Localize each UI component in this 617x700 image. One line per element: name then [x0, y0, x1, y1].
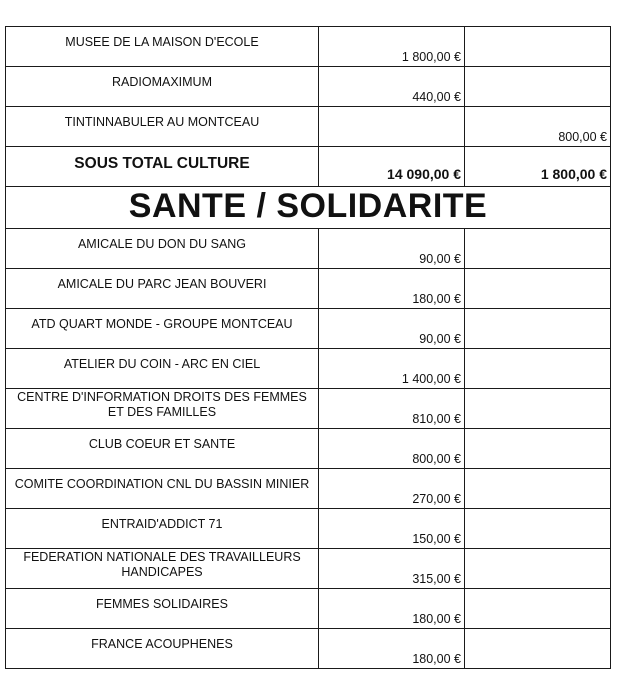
amount-cell — [465, 429, 611, 469]
organization-name: RADIOMAXIMUM — [6, 67, 319, 107]
subsidy-table — [5, 26, 611, 669]
amount-cell: 150,00 € — [319, 509, 465, 549]
amount-cell: 440,00 € — [319, 67, 465, 107]
organization-name: ATELIER DU COIN - ARC EN CIEL — [6, 349, 319, 389]
subtotal-amount: 1 800,00 € — [465, 147, 611, 187]
amount-cell: 800,00 € — [319, 429, 465, 469]
amount-cell — [465, 309, 611, 349]
organization-name: COMITE COORDINATION CNL DU BASSIN MINIER — [6, 469, 319, 509]
amount-cell — [465, 27, 611, 67]
amount-cell: 1 800,00 € — [319, 27, 465, 67]
subtotal-row — [6, 147, 611, 187]
table-row — [6, 349, 611, 389]
table-row — [6, 589, 611, 629]
section-header-row — [6, 187, 611, 229]
organization-name: ATD QUART MONDE - GROUPE MONTCEAU — [6, 309, 319, 349]
subtotal-label: SOUS TOTAL CULTURE — [6, 147, 319, 187]
amount-cell: 800,00 € — [465, 107, 611, 147]
organization-name: FEMMES SOLIDAIRES — [6, 589, 319, 629]
table-row — [6, 309, 611, 349]
organization-name: AMICALE DU PARC JEAN BOUVERI — [6, 269, 319, 309]
organization-name: CLUB COEUR ET SANTE — [6, 429, 319, 469]
table-row — [6, 269, 611, 309]
amount-cell — [465, 229, 611, 269]
amount-cell: 180,00 € — [319, 269, 465, 309]
organization-name: AMICALE DU DON DU SANG — [6, 229, 319, 269]
amount-cell — [465, 269, 611, 309]
table-row — [6, 107, 611, 147]
amount-cell: 90,00 € — [319, 229, 465, 269]
amount-cell — [319, 107, 465, 147]
amount-cell — [465, 67, 611, 107]
amount-cell — [465, 389, 611, 429]
section-title: SANTE / SOLIDARITE — [6, 187, 611, 229]
organization-name: TINTINNABULER AU MONTCEAU — [6, 107, 319, 147]
table-row — [6, 469, 611, 509]
organization-name: ENTRAID'ADDICT 71 — [6, 509, 319, 549]
amount-cell: 180,00 € — [319, 589, 465, 629]
amount-cell — [465, 469, 611, 509]
table-row — [6, 229, 611, 269]
amount-cell: 810,00 € — [319, 389, 465, 429]
table-row — [6, 429, 611, 469]
table-row — [6, 509, 611, 549]
table-row — [6, 629, 611, 669]
amount-cell: 315,00 € — [319, 549, 465, 589]
organization-name: CENTRE D'INFORMATION DROITS DES FEMMES ET DES FAMILLES — [6, 389, 319, 429]
amount-cell — [465, 509, 611, 549]
table-row — [6, 549, 611, 589]
amount-cell — [465, 549, 611, 589]
amount-cell — [465, 349, 611, 389]
amount-cell — [465, 589, 611, 629]
amount-cell: 90,00 € — [319, 309, 465, 349]
subtotal-amount: 14 090,00 € — [319, 147, 465, 187]
amount-cell: 1 400,00 € — [319, 349, 465, 389]
table-row — [6, 27, 611, 67]
organization-name: MUSEE DE LA MAISON D'ECOLE — [6, 27, 319, 67]
amount-cell: 270,00 € — [319, 469, 465, 509]
organization-name: FRANCE ACOUPHENES — [6, 629, 319, 669]
organization-name: FEDERATION NATIONALE DES TRAVAILLEURS HANDICAPES — [6, 549, 319, 589]
amount-cell: 180,00 € — [319, 629, 465, 669]
amount-cell — [465, 629, 611, 669]
table-row — [6, 389, 611, 429]
table-row — [6, 67, 611, 107]
